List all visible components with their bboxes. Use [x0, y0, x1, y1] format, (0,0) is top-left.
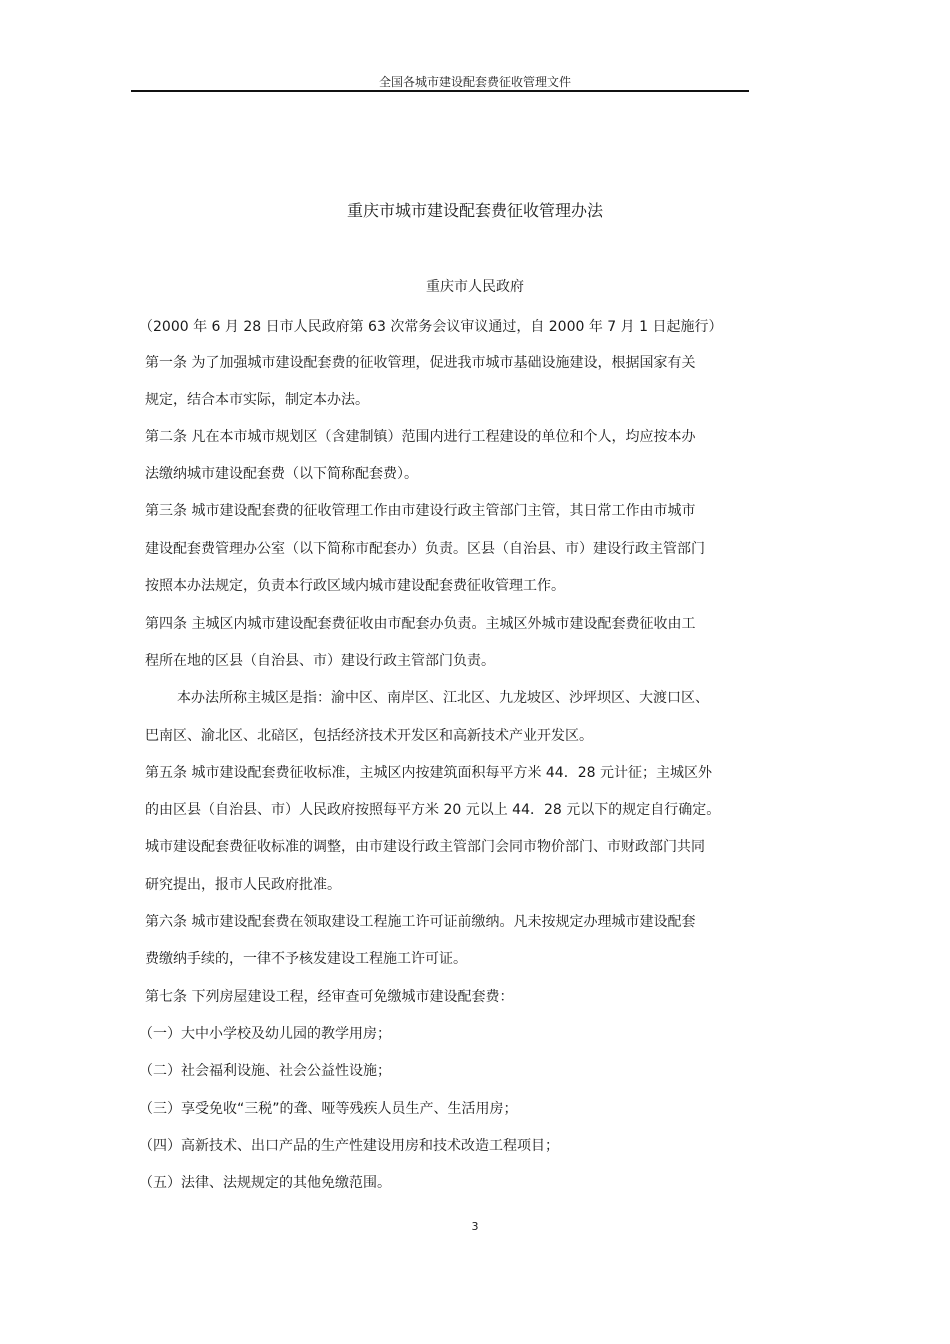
- body-line: 规定，结合本市实际，制定本办法。: [145, 392, 369, 408]
- list-item: （二）社会福利设施、社会公益性设施；: [139, 1063, 391, 1079]
- body-line: 第五条 城市建设配套费征收标准，主城区内按建筑面积每平方米 44．28 元计征；主城区外: [145, 765, 712, 781]
- document-title: 重庆市城市建设配套费征收管理办法: [346, 201, 603, 220]
- list-item: （一）大中小学校及幼儿园的教学用房；: [139, 1026, 391, 1042]
- list-item: （三）享受免收“三税”的聋、哑等残疾人员生产、生活用房；: [139, 1101, 518, 1117]
- body-line: 第六条 城市建设配套费在领取建设工程施工许可证前缴纳。凡未按规定办理城市建设配套: [145, 914, 696, 930]
- body-line: 第七条 下列房屋建设工程，经审查可免缴城市建设配套费：: [145, 989, 514, 1005]
- body-line: 巴南区、渝北区、北碚区，包括经济技术开发区和高新技术产业开发区。: [145, 728, 593, 744]
- body-line: 第三条 城市建设配套费的征收管理工作由市建设行政主管部门主管，其日常工作由市城市: [145, 503, 696, 519]
- page-number: 3: [471, 1220, 479, 1233]
- body-line: 第二条 凡在本市城市规划区（含建制镇）范围内进行工程建设的单位和个人，均应按本办: [145, 429, 696, 445]
- running-header: 全国各城市建设配套费征收管理文件: [378, 75, 571, 89]
- body-line: 本办法所称主城区是指：渝中区、南岸区、江北区、九龙坡区、沙坪坝区、大渡口区、: [177, 690, 709, 706]
- body-line: 费缴纳手续的，一律不予核发建设工程施工许可证。: [145, 951, 467, 967]
- list-item: （四）高新技术、出口产品的生产性建设用房和技术改造工程项目；: [139, 1138, 559, 1154]
- body-line: 城市建设配套费征收标准的调整，由市建设行政主管部门会同市物价部门、市财政部门共同: [145, 839, 705, 855]
- body-line: 按照本办法规定，负责本行政区域内城市建设配套费征收管理工作。: [145, 578, 565, 594]
- body-line: 程所在地的区县（自治县、市）建设行政主管部门负责。: [145, 653, 495, 669]
- body-line: 建设配套费管理办公室（以下简称市配套办）负责。区县（自治县、市）建设行政主管部门: [145, 541, 705, 557]
- adoption-note: （2000 年 6 月 28 日市人民政府第 63 次常务会议审议通过，自 2000 年 7 月 1 日起施行）: [139, 319, 723, 335]
- list-item: （五）法律、法规规定的其他免缴范围。: [139, 1175, 391, 1191]
- body-line: 第一条 为了加强城市建设配套费的征收管理，促进我市城市基础设施建设，根据国家有关: [145, 355, 696, 371]
- body-line: 法缴纳城市建设配套费（以下简称配套费）。: [145, 466, 418, 482]
- body-line: 的由区县（自治县、市）人民政府按照每平方米 20 元以上 44．28 元以下的规定自行确定。: [145, 802, 721, 818]
- body-line: 第四条 主城区内城市建设配套费征收由市配套办负责。主城区外城市建设配套费征收由工: [145, 616, 696, 632]
- header-divider: [131, 90, 749, 92]
- body-line: 研究提出，报市人民政府批准。: [145, 877, 341, 893]
- document-issuer: 重庆市人民政府: [426, 279, 524, 295]
